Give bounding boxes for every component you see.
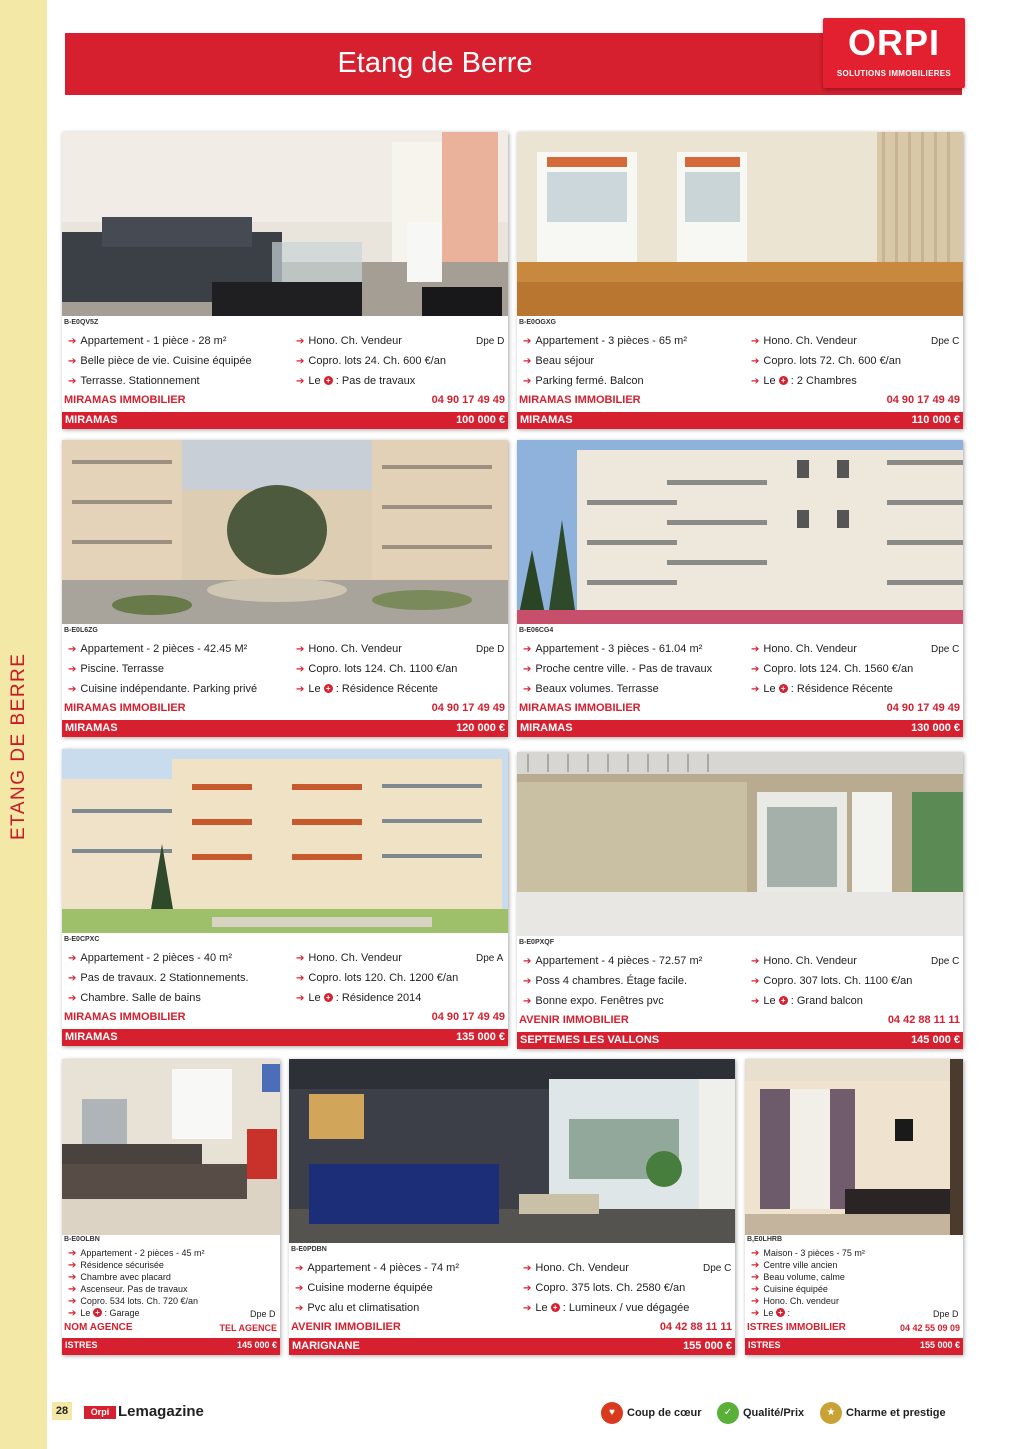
- logo-tagline: SOLUTIONS IMMOBILIERES: [836, 69, 952, 78]
- arrow-icon: ➔: [296, 973, 305, 984]
- arrow-icon: ➔: [68, 644, 77, 655]
- agency-name: MIRAMAS IMMOBILIER: [64, 702, 186, 714]
- feature-line: ➔ Parking fermé. Balcon: [523, 375, 644, 387]
- fees-line: ➔ Hono. Ch. Vendeur: [751, 335, 857, 347]
- agency-phone[interactable]: 04 90 17 49 49: [431, 1011, 505, 1023]
- arrow-icon: ➔: [523, 1283, 532, 1294]
- price: 145 000 €: [911, 1034, 960, 1046]
- plus-line: ➔ Le + : Résidence Récente: [751, 683, 893, 695]
- plus-icon: +: [324, 684, 333, 693]
- listing-ref: B-E06CG4: [519, 627, 554, 634]
- plus-icon: +: [779, 376, 788, 385]
- city: MARIGNANE: [292, 1340, 360, 1352]
- listing-photo: [289, 1059, 735, 1243]
- feature-line: ➔ Ascenseur. Pas de travaux: [68, 1284, 188, 1295]
- dpe-label: Dpe C: [703, 1263, 732, 1274]
- listing-ref: B-E0OLBN: [64, 1236, 100, 1243]
- plus-icon: +: [779, 996, 788, 1005]
- side-label: ETANG DE BERRE: [8, 652, 29, 840]
- arrow-icon: ➔: [751, 956, 760, 967]
- arrow-icon: ➔: [751, 664, 760, 675]
- magazine-logo: Orpi: [84, 1406, 116, 1419]
- price: 155 000 €: [919, 1340, 960, 1350]
- feature-line: ➔ Cuisine équipée: [751, 1284, 828, 1295]
- listing-ref: B-E0QV5Z: [64, 319, 99, 326]
- copro-line: ➔ Copro. lots 124. Ch. 1560 €/an: [751, 663, 914, 675]
- arrow-icon: ➔: [296, 953, 305, 964]
- arrow-icon: ➔: [523, 664, 532, 675]
- arrow-icon: ➔: [523, 976, 532, 987]
- listing-photo: [517, 132, 963, 316]
- listing-photo: [517, 440, 963, 624]
- plus-icon: +: [93, 1308, 102, 1317]
- listing-card[interactable]: [517, 132, 963, 429]
- feature-line: ➔ Pvc alu et climatisation: [295, 1302, 420, 1314]
- city-price-bar: [517, 720, 963, 737]
- arrow-icon: ➔: [295, 1303, 304, 1314]
- feature-line: ➔ Chambre. Salle de bains: [68, 992, 201, 1004]
- feature-line: ➔ Cuisine moderne équipée: [295, 1282, 433, 1294]
- feature-line: ➔ Beau volume, calme: [751, 1272, 845, 1283]
- listing-photo: [745, 1059, 963, 1235]
- arrow-icon: ➔: [68, 993, 77, 1004]
- listing-photo: [62, 749, 508, 933]
- fees-line: ➔ Hono. Ch. Vendeur: [296, 335, 402, 347]
- feature-line: ➔ Appartement - 2 pièces - 42.45 M²: [68, 643, 248, 655]
- listing-ref: B-E0OGXG: [519, 319, 556, 326]
- arrow-icon: ➔: [296, 336, 305, 347]
- arrow-icon: ➔: [751, 1296, 760, 1307]
- arrow-icon: ➔: [68, 1296, 77, 1307]
- feature-line: ➔ Cuisine indépendante. Parking privé: [68, 683, 258, 695]
- plus-icon: +: [324, 376, 333, 385]
- agency-phone[interactable]: 04 90 17 49 49: [886, 394, 960, 406]
- price: 120 000 €: [456, 722, 505, 734]
- arrow-icon: ➔: [751, 684, 760, 695]
- heart-icon: ♥: [601, 1402, 623, 1424]
- legend-coup-de-coeur: ♥ Coup de cœur: [601, 1402, 702, 1424]
- plus-line: ➔ Le + : Garage: [68, 1308, 140, 1319]
- city-price-bar: [62, 720, 508, 737]
- arrow-icon: ➔: [296, 644, 305, 655]
- listing-photo: [517, 752, 963, 936]
- city: MIRAMAS: [65, 722, 118, 734]
- agency-name: MIRAMAS IMMOBILIER: [519, 394, 641, 406]
- agency-name: NOM AGENCE: [64, 1322, 133, 1333]
- feature-line: ➔ Copro. 534 lots. Ch. 720 €/an: [68, 1296, 198, 1307]
- price: 155 000 €: [683, 1340, 732, 1352]
- dpe-label: Dpe C: [931, 336, 960, 347]
- plus-line: ➔ Le + : Lumineux / vue dégagée: [523, 1302, 690, 1314]
- agency-phone[interactable]: 04 90 17 49 49: [886, 702, 960, 714]
- arrow-icon: ➔: [751, 1284, 760, 1295]
- fees-line: ➔ Hono. Ch. Vendeur: [523, 1262, 629, 1274]
- listing-photo: [62, 132, 508, 316]
- fees-line: ➔ Hono. Ch. Vendeur: [296, 952, 402, 964]
- arrow-icon: ➔: [523, 1263, 532, 1274]
- feature-line: ➔ Appartement - 2 pièces - 45 m²: [68, 1248, 205, 1259]
- feature-line: ➔ Appartement - 3 pièces - 65 m²: [523, 335, 688, 347]
- feature-line: ➔ Beau séjour: [523, 355, 595, 367]
- city: MIRAMAS: [520, 414, 573, 426]
- price: 130 000 €: [911, 722, 960, 734]
- orpi-logo: [823, 18, 965, 88]
- copro-line: ➔ Copro. 375 lots. Ch. 2580 €/an: [523, 1282, 686, 1294]
- agency-phone[interactable]: 04 42 55 09 09: [899, 1323, 960, 1333]
- agency-phone[interactable]: 04 90 17 49 49: [431, 394, 505, 406]
- agency-phone[interactable]: 04 42 88 11 11: [887, 1014, 960, 1026]
- prestige-icon: ★: [820, 1402, 842, 1424]
- feature-line: ➔ Appartement - 1 pièce - 28 m²: [68, 335, 227, 347]
- copro-line: ➔ Copro. lots 120. Ch. 1200 €/an: [296, 972, 459, 984]
- arrow-icon: ➔: [68, 1308, 77, 1319]
- listing-card[interactable]: [517, 752, 963, 1049]
- arrow-icon: ➔: [68, 356, 77, 367]
- arrow-icon: ➔: [68, 953, 77, 964]
- listing-photo: [62, 440, 508, 624]
- arrow-icon: ➔: [523, 376, 532, 387]
- agency-name: MIRAMAS IMMOBILIER: [64, 394, 186, 406]
- price: 145 000 €: [236, 1340, 277, 1350]
- agency-phone[interactable]: 04 90 17 49 49: [431, 702, 505, 714]
- arrow-icon: ➔: [296, 376, 305, 387]
- feature-line: ➔ Appartement - 2 pièces - 40 m²: [68, 952, 233, 964]
- plus-line: ➔ Le + : 2 Chambres: [751, 375, 857, 387]
- plus-line: ➔ Le + : Pas de travaux: [296, 375, 416, 387]
- listing-card[interactable]: [62, 132, 508, 429]
- listing-card[interactable]: [289, 1059, 735, 1355]
- dpe-label: Dpe A: [476, 953, 504, 964]
- plus-icon: +: [324, 993, 333, 1002]
- feature-line: ➔ Maison - 3 pièces - 75 m²: [751, 1248, 865, 1259]
- city: MIRAMAS: [65, 414, 118, 426]
- arrow-icon: ➔: [751, 996, 760, 1007]
- arrow-icon: ➔: [751, 644, 760, 655]
- city: MIRAMAS: [65, 1031, 118, 1043]
- copro-line: ➔ Copro. lots 72. Ch. 600 €/an: [751, 355, 901, 367]
- plus-line: ➔ Le + : Résidence 2014: [296, 992, 422, 1004]
- arrow-icon: ➔: [523, 356, 532, 367]
- price: 135 000 €: [456, 1031, 505, 1043]
- city-price-bar: [745, 1338, 963, 1355]
- city-price-bar: [289, 1338, 735, 1355]
- arrow-icon: ➔: [751, 336, 760, 347]
- city: MIRAMAS: [520, 722, 573, 734]
- fees-line: ➔ Hono. Ch. Vendeur: [751, 643, 857, 655]
- dpe-label: Dpe D: [250, 1309, 276, 1319]
- arrow-icon: ➔: [523, 1303, 532, 1314]
- copro-line: ➔ Copro. lots 124. Ch. 1100 €/an: [296, 663, 458, 675]
- arrow-icon: ➔: [68, 376, 77, 387]
- copro-line: ➔ Copro. lots 24. Ch. 600 €/an: [296, 355, 446, 367]
- agency-name: AVENIR IMMOBILIER: [519, 1014, 629, 1026]
- arrow-icon: ➔: [68, 973, 77, 984]
- agency-phone[interactable]: 04 42 88 11 11: [659, 1321, 732, 1333]
- feature-line: ➔ Bonne expo. Fenêtres pvc: [523, 995, 664, 1007]
- city: ISTRES: [65, 1340, 98, 1350]
- plus-icon: +: [551, 1303, 560, 1312]
- dpe-label: Dpe D: [476, 644, 505, 655]
- arrow-icon: ➔: [523, 996, 532, 1007]
- magazine-title: Lemagazine: [118, 1403, 204, 1420]
- arrow-icon: ➔: [295, 1283, 304, 1294]
- arrow-icon: ➔: [295, 1263, 304, 1274]
- feature-line: ➔ Appartement - 3 pièces - 61.04 m²: [523, 643, 703, 655]
- price: 110 000 €: [911, 414, 960, 426]
- city-price-bar: [62, 412, 508, 429]
- city-price-bar: [517, 412, 963, 429]
- arrow-icon: ➔: [296, 356, 305, 367]
- logo-word: ORPI: [847, 22, 940, 63]
- feature-line: ➔ Poss 4 chambres. Étage facile.: [523, 975, 688, 987]
- feature-line: ➔ Appartement - 4 pièces - 72.57 m²: [523, 955, 703, 967]
- arrow-icon: ➔: [68, 1284, 77, 1295]
- listing-card[interactable]: [745, 1059, 963, 1355]
- plus-icon: +: [776, 1308, 785, 1317]
- plus-line: ➔ Le + : Grand balcon: [751, 995, 863, 1007]
- arrow-icon: ➔: [751, 356, 760, 367]
- page-number: 28: [52, 1402, 72, 1420]
- arrow-icon: ➔: [523, 644, 532, 655]
- arrow-icon: ➔: [296, 993, 305, 1004]
- quality-icon: ✓: [717, 1402, 739, 1424]
- arrow-icon: ➔: [523, 684, 532, 695]
- agency-name: MIRAMAS IMMOBILIER: [64, 1011, 186, 1023]
- city: ISTRES: [748, 1340, 781, 1350]
- feature-line: ➔ Centre ville ancien: [751, 1260, 838, 1271]
- arrow-icon: ➔: [751, 1260, 760, 1271]
- listing-card[interactable]: [62, 749, 508, 1046]
- listing-card[interactable]: [517, 440, 963, 737]
- feature-line: ➔ Chambre avec placard: [68, 1272, 171, 1283]
- feature-line: ➔ Hono. Ch. vendeur: [751, 1296, 839, 1307]
- city-price-bar: [517, 1032, 963, 1049]
- arrow-icon: ➔: [68, 1248, 77, 1259]
- arrow-icon: ➔: [751, 376, 760, 387]
- agency-name: AVENIR IMMOBILIER: [291, 1321, 401, 1333]
- feature-line: ➔ Piscine. Terrasse: [68, 663, 164, 675]
- arrow-icon: ➔: [751, 976, 760, 987]
- arrow-icon: ➔: [523, 956, 532, 967]
- arrow-icon: ➔: [296, 664, 305, 675]
- dpe-label: Dpe D: [476, 336, 505, 347]
- city: SEPTEMES LES VALLONS: [520, 1034, 660, 1046]
- dpe-label: Dpe C: [931, 644, 960, 655]
- listing-ref: B,E0LHRB: [747, 1236, 783, 1243]
- listing-ref: B-E0PDBN: [291, 1246, 327, 1253]
- arrow-icon: ➔: [751, 1248, 760, 1259]
- agency-name: ISTRES IMMOBILIER: [747, 1322, 846, 1333]
- agency-name: MIRAMAS IMMOBILIER: [519, 702, 641, 714]
- page-title: Etang de Berre: [337, 47, 533, 79]
- feature-line: ➔ Proche centre ville. - Pas de travaux: [523, 663, 713, 675]
- fees-line: ➔ Hono. Ch. Vendeur: [751, 955, 857, 967]
- feature-line: ➔ Belle pièce de vie. Cuisine équipée: [68, 355, 252, 367]
- arrow-icon: ➔: [751, 1272, 760, 1283]
- feature-line: ➔ Appartement - 4 pièces - 74 m²: [295, 1262, 460, 1274]
- arrow-icon: ➔: [296, 684, 305, 695]
- copro-line: ➔ Copro. 307 lots. Ch. 1100 €/an: [751, 975, 913, 987]
- arrow-icon: ➔: [68, 1260, 77, 1271]
- listing-card[interactable]: [62, 440, 508, 737]
- dpe-label: Dpe C: [931, 956, 960, 967]
- plus-line: ➔ Le + :: [751, 1308, 790, 1319]
- city-price-bar: [62, 1029, 508, 1046]
- arrow-icon: ➔: [68, 1272, 77, 1283]
- arrow-icon: ➔: [523, 336, 532, 347]
- plus-line: ➔ Le + : Résidence Récente: [296, 683, 438, 695]
- listing-ref: B-E0L6ZG: [64, 627, 98, 634]
- listing-ref: B-E0CPXC: [64, 936, 100, 943]
- price: 100 000 €: [456, 414, 505, 426]
- plus-icon: +: [779, 684, 788, 693]
- agency-phone[interactable]: TEL AGENCE: [219, 1323, 277, 1333]
- fees-line: ➔ Hono. Ch. Vendeur: [296, 643, 402, 655]
- dpe-label: Dpe D: [933, 1309, 959, 1319]
- legend-qualite-prix: ✓ Qualité/Prix: [717, 1402, 804, 1424]
- arrow-icon: ➔: [68, 684, 77, 695]
- arrow-icon: ➔: [68, 664, 77, 675]
- feature-line: ➔ Beaux volumes. Terrasse: [523, 683, 659, 695]
- legend-charme-prestige: ★ Charme et prestige: [820, 1402, 946, 1424]
- listing-ref: B-E0PXQF: [519, 939, 555, 946]
- arrow-icon: ➔: [68, 336, 77, 347]
- feature-line: ➔ Terrasse. Stationnement: [68, 375, 200, 387]
- feature-line: ➔ Pas de travaux. 2 Stationnements.: [68, 972, 249, 984]
- feature-line: ➔ Résidence sécurisée: [68, 1260, 164, 1271]
- city-price-bar: [62, 1338, 280, 1355]
- arrow-icon: ➔: [751, 1308, 760, 1319]
- listing-photo: [62, 1059, 280, 1235]
- listing-card[interactable]: [62, 1059, 280, 1355]
